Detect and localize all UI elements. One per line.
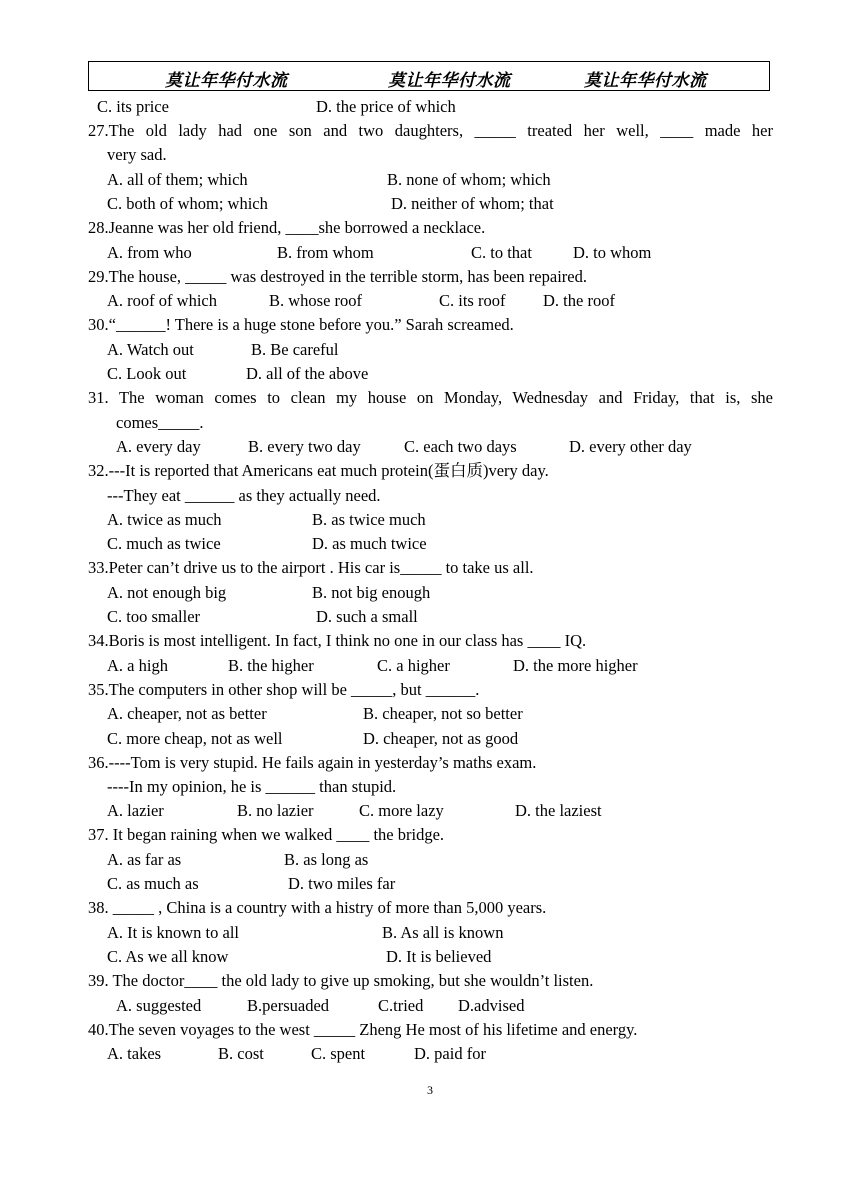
- text-line: B. no lazier: [237, 801, 314, 820]
- text-line: A. a high: [107, 656, 168, 675]
- text-line: D. It is believed: [386, 947, 492, 966]
- text-line: A. takes: [107, 1044, 162, 1063]
- text-line: C. both of whom; which: [107, 194, 268, 213]
- text-line: D. such a small: [316, 607, 418, 626]
- text-line: B. whose roof: [269, 291, 363, 310]
- text-line: C. As we all know: [107, 947, 229, 966]
- text-line: 28.Jeanne was her old friend, ____she borrowed a necklace.: [88, 218, 486, 237]
- text-line: D. the more higher: [513, 656, 638, 675]
- text-line: D. neither of whom; that: [391, 194, 554, 213]
- text-line: D. the price of which: [316, 97, 456, 116]
- text-line: B. not big enough: [312, 583, 431, 602]
- text-line: A. It is known to all: [107, 923, 239, 942]
- text-line: very sad.: [107, 145, 167, 164]
- text-line: C. a higher: [377, 656, 450, 675]
- text-line: A. as far as: [107, 850, 182, 869]
- text-line: A. cheaper, not as better: [107, 704, 267, 723]
- text-line: B. cheaper, not so better: [363, 704, 523, 723]
- text-line: C.tried: [378, 996, 424, 1015]
- text-line: C. each two days: [404, 437, 517, 456]
- text-line: D. cheaper, not as good: [363, 729, 519, 748]
- text-line: ---They eat ______ as they actually need.: [107, 486, 381, 505]
- text-line: C. too smaller: [107, 607, 201, 626]
- header-motto: 莫让年华付水流: [584, 71, 707, 91]
- text-line: B. Be careful: [251, 340, 339, 359]
- text-line: 33.Peter can’t drive us to the airport . His car is_____ to take us all.: [88, 558, 534, 577]
- text-line: C. more lazy: [359, 801, 444, 820]
- text-line: B. As all is known: [382, 923, 504, 942]
- text-line: 40.The seven voyages to the west _____ Zheng He most of his lifetime and energy.: [88, 1020, 638, 1039]
- text-line: B. as long as: [284, 850, 369, 869]
- page-number: 3: [427, 1083, 433, 1097]
- text-line: D. to whom: [573, 243, 652, 262]
- header-motto-box: [88, 61, 770, 91]
- text-line: C. its price: [97, 97, 169, 116]
- text-line: B.persuaded: [247, 996, 330, 1015]
- text-line: A. roof of which: [107, 291, 217, 310]
- text-line: 37. It began raining when we walked ____ the bridge.: [88, 825, 445, 844]
- text-line: B. none of whom; which: [387, 170, 551, 189]
- text-line: 30.“______! There is a huge stone before you.” Sarah screamed.: [88, 315, 514, 334]
- text-line: 27.The old lady had one son and two daughters, _____ treated her well, ____ made her: [88, 121, 773, 140]
- text-line: D. every other day: [569, 437, 692, 456]
- text-line: D. as much twice: [312, 534, 427, 553]
- text-line: D. the laziest: [515, 801, 602, 820]
- text-line: 29.The house, _____ was destroyed in the terrible storm, has been repaired.: [88, 267, 587, 286]
- text-line: A. not enough big: [107, 583, 227, 602]
- text-line: A. every day: [116, 437, 201, 456]
- text-line: 39. The doctor____ the old lady to give up smoking, but she wouldn’t listen.: [88, 971, 594, 990]
- text-line: B. every two day: [248, 437, 361, 456]
- text-line: A. suggested: [116, 996, 202, 1015]
- text-line: B. cost: [218, 1044, 264, 1063]
- text-line: A. twice as much: [107, 510, 222, 529]
- text-line: B. the higher: [228, 656, 314, 675]
- text-line: D. paid for: [414, 1044, 486, 1063]
- text-line: C. Look out: [107, 364, 187, 383]
- text-line: C. as much as: [107, 874, 199, 893]
- text-line: 35.The computers in other shop will be _____, but ______.: [88, 680, 480, 699]
- text-line: 32.---It is reported that Americans eat much protein(蛋白质)very day.: [88, 461, 549, 480]
- text-line: D. all of the above: [246, 364, 369, 383]
- text-line: C. much as twice: [107, 534, 221, 553]
- text-line: ----In my opinion, he is ______ than stupid.: [107, 777, 397, 796]
- text-line: A. all of them; which: [107, 170, 248, 189]
- text-line: A. lazier: [107, 801, 164, 820]
- text-line: C. spent: [311, 1044, 366, 1063]
- text-line: C. to that: [471, 243, 532, 262]
- header-motto: 莫让年华付水流: [165, 71, 288, 91]
- text-line: A. from who: [107, 243, 192, 262]
- text-line: 36.----Tom is very stupid. He fails again in yesterday’s maths exam.: [88, 753, 537, 772]
- text-line: A. Watch out: [107, 340, 194, 359]
- text-line: B. from whom: [277, 243, 374, 262]
- text-line: 34.Boris is most intelligent. In fact, I think no one in our class has ____ IQ.: [88, 631, 587, 650]
- text-line: 31. The woman comes to clean my house on Monday, Wednesday and Friday, that is, she: [88, 388, 773, 407]
- text-line: 38. _____ , China is a country with a histry of more than 5,000 years.: [88, 898, 547, 917]
- header-motto: 莫让年华付水流: [388, 71, 511, 91]
- text-line: D. the roof: [543, 291, 615, 310]
- text-line: D. two miles far: [288, 874, 396, 893]
- text-line: C. more cheap, not as well: [107, 729, 283, 748]
- text-line: C. its roof: [439, 291, 506, 310]
- text-line: B. as twice much: [312, 510, 426, 529]
- text-line: D.advised: [458, 996, 525, 1015]
- text-line: comes_____.: [116, 413, 204, 432]
